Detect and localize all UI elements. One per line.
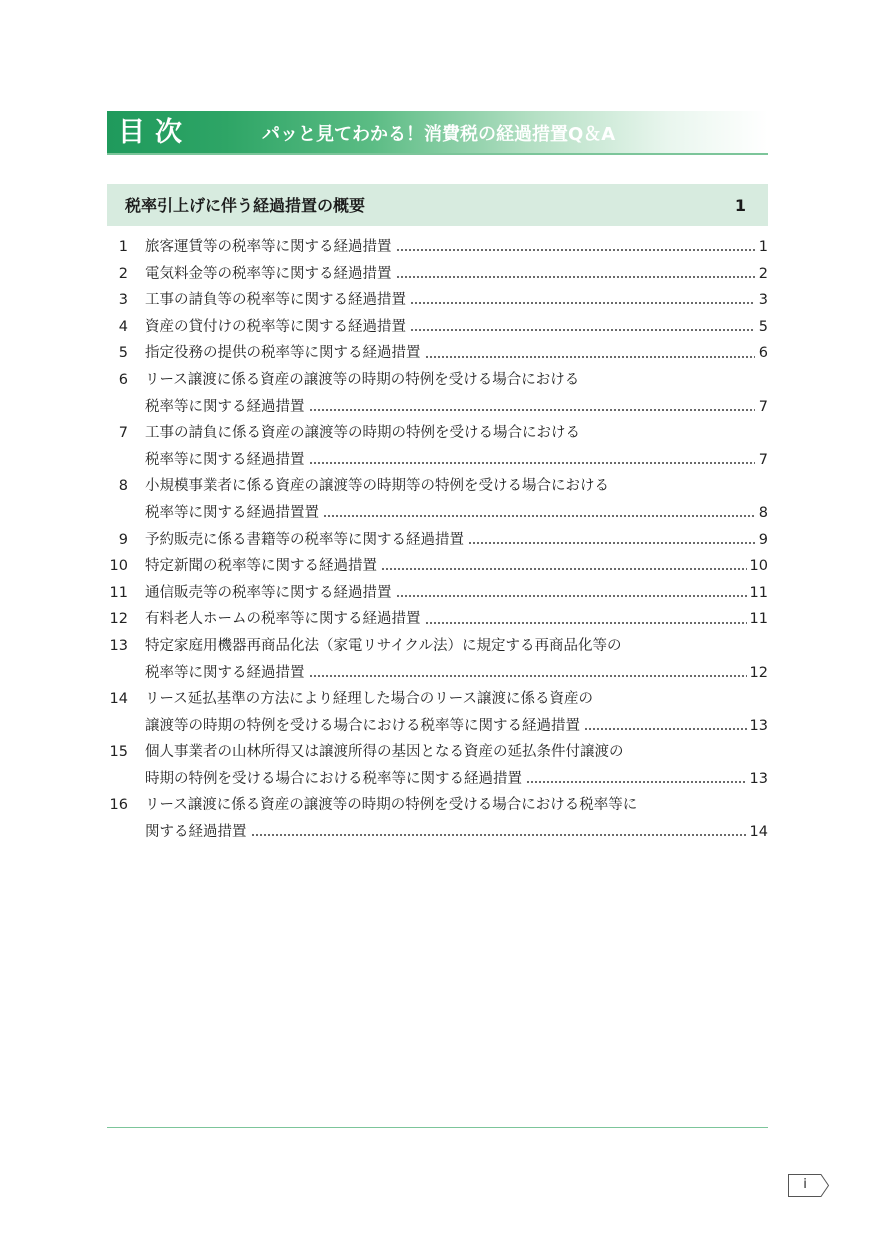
toc-entry[interactable] xyxy=(104,607,768,634)
toc-entry[interactable] xyxy=(104,634,768,687)
toc-entry[interactable] xyxy=(104,793,768,846)
toc-entry-title: 特定家庭用機器再商品化法（家電リサイクル法）に規定する再商品化等の xyxy=(145,637,622,654)
page-subtitle: パッと見てわかる！消費税の経過措置Q＆A xyxy=(262,124,616,145)
footer-rule xyxy=(107,1127,768,1128)
toc-entry-line xyxy=(104,421,768,448)
toc-entry-line xyxy=(104,262,768,289)
toc-entry-title: 特定新聞の税率等に関する経過措置 xyxy=(145,558,377,575)
toc-entry-line xyxy=(104,528,768,555)
toc-dot-leader xyxy=(410,329,755,331)
toc-entry-page: 13 xyxy=(749,770,768,787)
toc-entry[interactable] xyxy=(104,581,768,608)
toc-entry-title: 工事の請負等の税率等に関する経過措置 xyxy=(145,292,406,309)
toc-entry[interactable] xyxy=(104,288,768,315)
toc-entry-line xyxy=(104,661,768,688)
toc-entry[interactable] xyxy=(104,262,768,289)
toc-entry[interactable] xyxy=(104,315,768,342)
toc-dot-leader xyxy=(396,595,747,597)
toc-dot-leader xyxy=(309,409,756,411)
toc-entry-number: 14 xyxy=(109,691,128,708)
toc-entry[interactable] xyxy=(104,687,768,740)
toc-dot-leader xyxy=(309,675,747,677)
toc-entry-number: 12 xyxy=(109,611,128,628)
section-page-number: 1 xyxy=(734,196,746,215)
toc-entry-page: 5 xyxy=(758,318,768,335)
toc-entry-title: 関する経過措置 xyxy=(145,824,247,841)
toc-entry-number: 9 xyxy=(118,531,128,548)
toc-entry-line xyxy=(104,793,768,820)
toc-entry-title: リース譲渡に係る資産の譲渡等の時期の特例を受ける場合における税率等に xyxy=(145,797,638,814)
toc-dot-leader xyxy=(396,249,756,251)
toc-entry-number: 10 xyxy=(109,558,128,575)
toc-entry-line xyxy=(104,368,768,395)
toc-dot-leader xyxy=(425,356,756,358)
toc-entry[interactable] xyxy=(104,554,768,581)
toc-entry-line xyxy=(104,687,768,714)
toc-entry-number: 2 xyxy=(118,265,128,282)
toc-entry-line xyxy=(104,634,768,661)
toc-entry-title: 個人事業者の山林所得又は譲渡所得の基因となる資産の延払条件付譲渡の xyxy=(145,744,624,761)
toc-dot-leader xyxy=(381,568,747,570)
toc-dot-leader xyxy=(526,781,747,783)
page-number-tag xyxy=(788,1174,828,1196)
toc-entry[interactable] xyxy=(104,368,768,421)
toc-entry-number: 1 xyxy=(118,239,128,255)
toc-entry-title: 工事の請負に係る資産の譲渡等の時期の特例を受ける場合における xyxy=(145,425,580,442)
toc-entry-number: 13 xyxy=(109,637,128,654)
toc-entry-line xyxy=(104,820,768,847)
toc-entry-title: リース延払基準の方法により経理した場合のリース譲渡に係る資産の xyxy=(145,691,594,708)
toc-entry-line xyxy=(104,315,768,342)
toc-entry-number: 16 xyxy=(109,797,128,814)
table-of-contents xyxy=(104,235,768,847)
toc-entry-page: 14 xyxy=(749,824,768,841)
toc-dot-leader xyxy=(584,728,747,730)
toc-entry-line xyxy=(104,395,768,422)
toc-entry-line xyxy=(104,474,768,501)
toc-dot-leader xyxy=(251,834,747,836)
toc-entry-title: 有料老人ホームの税率等に関する経過措置 xyxy=(145,611,421,628)
section-title: 税率引上げに伴う経過措置の概要 xyxy=(125,196,366,215)
toc-entry-title: 通信販売等の税率等に関する経過措置 xyxy=(145,584,392,601)
toc-entry-title: 税率等に関する経過措置置 xyxy=(145,504,319,521)
toc-entry-number: 6 xyxy=(118,371,128,388)
toc-entry-page: 13 xyxy=(749,717,768,734)
toc-dot-leader xyxy=(425,622,747,624)
toc-entry-title: 税率等に関する経過措置 xyxy=(145,664,305,681)
toc-entry[interactable] xyxy=(104,474,768,527)
toc-entry-page: 9 xyxy=(758,531,768,548)
toc-entry-line xyxy=(104,740,768,767)
toc-entry-title: 指定役務の提供の税率等に関する経過措置 xyxy=(145,345,421,362)
toc-entry-line xyxy=(104,288,768,315)
toc-entry-line xyxy=(104,235,768,262)
toc-entry-line xyxy=(104,341,768,368)
toc-entry-number: 5 xyxy=(118,345,128,362)
toc-entry-line xyxy=(104,767,768,794)
toc-dot-leader xyxy=(410,302,755,304)
toc-entry-page: 11 xyxy=(749,584,768,601)
toc-entry-title: 税率等に関する経過措置 xyxy=(145,398,305,415)
toc-entry[interactable] xyxy=(104,421,768,474)
toc-entry-page: 1 xyxy=(758,239,768,255)
toc-dot-leader xyxy=(468,542,755,544)
toc-entry-title: 税率等に関する経過措置 xyxy=(145,451,305,468)
toc-entry-line xyxy=(104,554,768,581)
toc-dot-leader xyxy=(323,515,755,517)
toc-entry-number: 8 xyxy=(118,478,128,495)
toc-entry-line xyxy=(104,581,768,608)
page-title: 目次 xyxy=(118,117,192,148)
toc-entry-number: 7 xyxy=(118,425,128,442)
toc-entry-title: 小規模事業者に係る資産の譲渡等の時期等の特例を受ける場合における xyxy=(145,478,609,495)
toc-entry-page: 11 xyxy=(749,611,768,628)
toc-entry-page: 10 xyxy=(749,558,768,575)
toc-entry-title: リース譲渡に係る資産の譲渡等の時期の特例を受ける場合における xyxy=(145,371,580,388)
toc-entry-title: 電気料金等の税率等に関する経過措置 xyxy=(145,265,392,282)
page-number: i xyxy=(803,1177,807,1192)
toc-entry[interactable] xyxy=(104,740,768,793)
toc-entry-page: 7 xyxy=(758,451,768,468)
toc-entry-title: 旅客運賃等の税率等に関する経過措置 xyxy=(145,239,392,255)
toc-entry-number: 15 xyxy=(109,744,128,761)
toc-entry[interactable] xyxy=(104,528,768,555)
toc-entry-title: 予約販売に係る書籍等の税率等に関する経過措置 xyxy=(145,531,464,548)
toc-entry-page: 12 xyxy=(749,664,768,681)
toc-entry[interactable] xyxy=(104,235,768,262)
toc-entry-line xyxy=(104,448,768,475)
toc-entry-number: 3 xyxy=(118,292,128,309)
toc-entry-page: 8 xyxy=(758,504,768,521)
toc-entry-number: 4 xyxy=(118,318,128,335)
toc-entry[interactable] xyxy=(104,341,768,368)
toc-entry-number: 11 xyxy=(109,584,128,601)
toc-entry-title: 資産の貸付けの税率等に関する経過措置 xyxy=(145,318,406,335)
toc-entry-line xyxy=(104,501,768,528)
toc-entry-line xyxy=(104,714,768,741)
toc-dot-leader xyxy=(309,462,756,464)
header-rule xyxy=(107,153,768,155)
toc-entry-page: 2 xyxy=(758,265,768,282)
toc-entry-page: 7 xyxy=(758,398,768,415)
toc-entry-page: 3 xyxy=(758,292,768,309)
toc-entry-line xyxy=(104,607,768,634)
toc-entry-page: 6 xyxy=(758,345,768,362)
toc-entry-title: 時期の特例を受ける場合における税率等に関する経過措置 xyxy=(145,770,522,787)
toc-entry-title: 譲渡等の時期の特例を受ける場合における税率等に関する経過措置 xyxy=(145,717,580,734)
toc-dot-leader xyxy=(396,276,756,278)
